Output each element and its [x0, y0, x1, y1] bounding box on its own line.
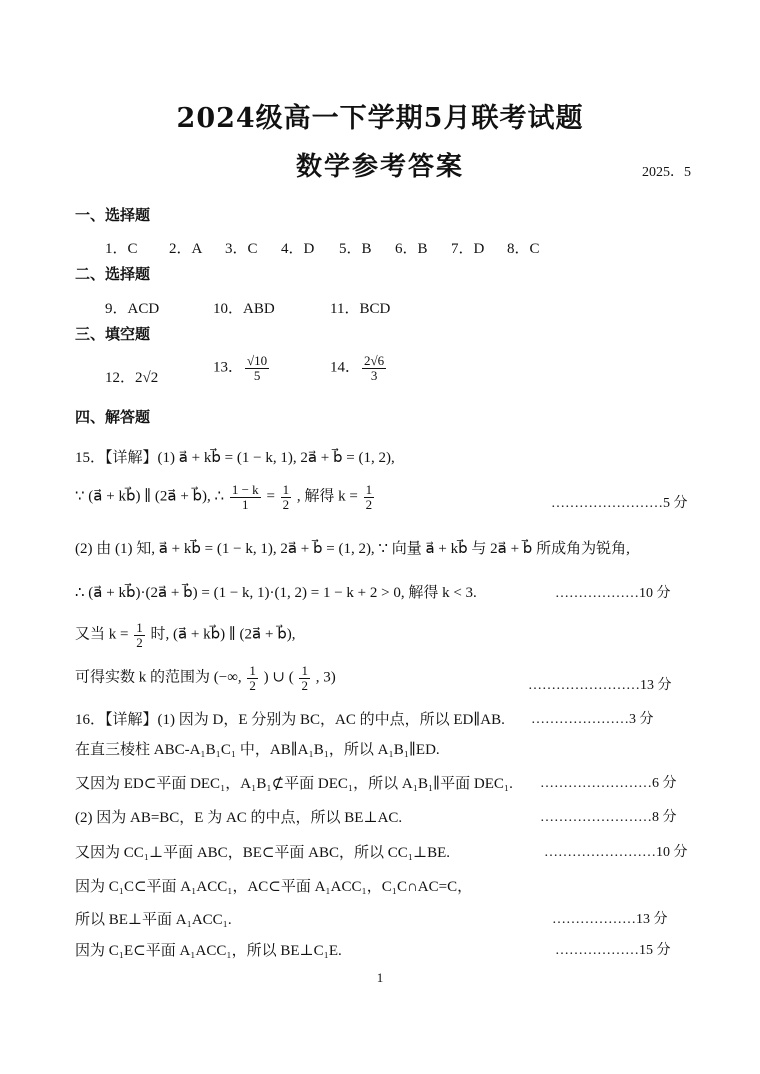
section-heading-solutions: 四、解答题: [75, 408, 151, 426]
score-marker: ……………………6 分: [540, 776, 677, 791]
fraction-numerator: 1: [365, 482, 373, 497]
q16-line-8: 因为 C₁E⊂平面 A₁ACC₁，所以 BE⊥C₁E.: [75, 943, 342, 959]
fraction-denominator: 2: [301, 677, 308, 693]
question-number: 13．: [213, 359, 244, 376]
q15-text: 时, (a⃗ + kb⃗) ∥ (2a⃗ + b⃗),: [150, 626, 296, 643]
q16-line-3: 又因为 ED⊂平面 DEC₁，A₁B₁⊄平面 DEC₁，所以 A₁B₁∥平面 DEC₁.: [75, 776, 513, 792]
q16-line-4: (2) 因为 AB=BC，E 为 AC 的中点，所以 BE⊥AC.: [75, 810, 403, 826]
fraction-numerator: 1: [249, 663, 256, 678]
q15-text: 可得实数 k 的范围为 (−∞,: [75, 669, 242, 686]
question-number: 12．: [105, 370, 136, 386]
mc-answer: 2．A: [169, 241, 203, 257]
q15-line-2: [75, 483, 376, 511]
q15-line-5: [75, 621, 295, 649]
fraction-numerator: 1: [301, 663, 308, 678]
score-marker: ………………10 分: [555, 586, 671, 601]
section-heading-choice: 一、选择题: [75, 206, 151, 224]
mc-answer: 11．BCD: [330, 301, 391, 317]
fraction-numerator: 1 − k: [231, 482, 259, 497]
q16-line-6: 因为 C₁C⊂平面 A₁ACC₁，AC⊂平面 A₁ACC₁，C₁C∩AC=C，: [75, 879, 473, 895]
answer-value: 2√2: [135, 370, 159, 386]
q15-text: , 3): [315, 669, 336, 686]
exam-date: 2025．5: [642, 165, 691, 180]
fraction-denominator: 2: [365, 496, 373, 512]
mc-answer: 9．ACD: [105, 301, 160, 317]
score-marker: ……………………13 分: [528, 678, 672, 693]
score-marker: ……………………10 分: [544, 845, 688, 860]
q15-line-4: ∴ (a⃗ + kb⃗)·(2a⃗ + b⃗) = (1 − k, 1)·(1, 2) = 1 − k + 2 > 0, 解得 k < 3.: [75, 585, 477, 601]
score-marker: ………………15 分: [555, 943, 671, 958]
fraction-numerator: √10: [247, 353, 268, 368]
page-number: 1: [376, 970, 384, 985]
mc-answer: 5．B: [339, 241, 372, 257]
fraction-denominator: 2: [282, 496, 290, 512]
fraction-numerator: 2√6: [364, 353, 385, 368]
fraction-numerator: 1: [136, 620, 143, 635]
score-marker: ……………………5 分: [551, 496, 688, 511]
q15-line-1: 15．【详解】(1) a⃗ + kb⃗ = (1 − k, 1), 2a⃗ + b⃗ = (1, 2),: [75, 450, 395, 466]
mc-answer: 6．B: [395, 241, 428, 257]
mc-answer: 4．D: [281, 241, 315, 257]
equals-sign: =: [266, 488, 275, 505]
question-number: 14．: [330, 359, 361, 376]
page-subtitle: 数学参考答案: [295, 152, 464, 182]
q16-line-1: 16．【详解】(1) 因为 D，E 分别为 BC，AC 的中点，所以 ED∥AB.: [75, 712, 505, 728]
section-heading-fill: 三、填空题: [75, 325, 151, 343]
q15-text: ) ∪ (: [263, 669, 294, 686]
q16-line-5: 又因为 CC₁⊥平面 ABC，BE⊂平面 ABC，所以 CC₁⊥BE.: [75, 845, 451, 861]
score-marker: …………………3 分: [531, 712, 654, 727]
mc-answer: 10．ABD: [213, 301, 275, 317]
score-marker: ………………13 分: [552, 912, 668, 927]
mc-answer: 3．C: [225, 241, 258, 257]
mc-answer: 7．D: [451, 241, 485, 257]
q15-text: ∵ (a⃗ + kb⃗) ∥ (2a⃗ + b⃗), ∴: [75, 488, 225, 505]
section-heading-multi-choice: 二、选择题: [75, 265, 151, 283]
score-marker: ……………………8 分: [540, 810, 677, 825]
mc-answer: 1．C: [105, 241, 138, 257]
q16-line-7: 所以 BE⊥平面 A₁ACC₁.: [75, 912, 232, 928]
fraction-denominator: 5: [253, 367, 261, 383]
page-title: 2024级高一下学期5月联考试题: [176, 103, 584, 134]
fraction-numerator: 1: [282, 482, 290, 497]
q16-line-2: 在直三棱柱 ABC-A₁B₁C₁ 中，AB∥A₁B₁，所以 A₁B₁∥ED.: [75, 742, 440, 758]
fraction-denominator: 3: [370, 367, 378, 383]
fraction-denominator: 1: [242, 496, 249, 512]
q15-line-6: [75, 664, 336, 692]
fill-answer-13: [213, 354, 271, 382]
fill-answer-14: [330, 354, 388, 382]
fill-answer-12: [105, 366, 158, 387]
q15-text: , 解得 k =: [296, 488, 358, 505]
q15-line-3: (2) 由 (1) 知, a⃗ + kb⃗ = (1 − k, 1), 2a⃗ + b⃗ = (1, 2), ∵ 向量 a⃗ + kb⃗ 与 2a⃗ + b⃗ 所成角为锐角,: [75, 541, 630, 557]
mc-answer: 8．C: [507, 241, 540, 257]
fraction-denominator: 2: [249, 677, 256, 693]
fraction-denominator: 2: [136, 634, 143, 650]
q15-text: 又当 k =: [75, 626, 129, 643]
